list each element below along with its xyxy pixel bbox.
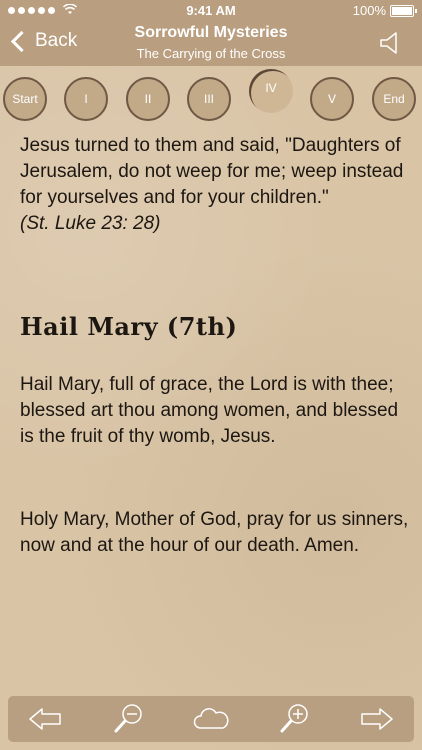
battery-icon: [390, 5, 414, 17]
prayer-heading: Hail Mary (7th): [20, 312, 238, 341]
page-title: Sorrowful Mysteries: [134, 24, 288, 41]
zoom-out-icon[interactable]: [110, 702, 148, 736]
scripture-reference: (St. Luke 23: 28): [20, 213, 161, 234]
step-start[interactable]: Start: [3, 77, 47, 121]
status-time: 9:41 AM: [186, 3, 236, 18]
bottom-toolbar: [8, 696, 414, 742]
mystery-steps: [0, 68, 422, 130]
prayer-text-part1: Hail Mary, full of grace, the Lord is with thee; blessed art thou among women, and blessed is the fruit of thy womb, Jesus.: [20, 374, 399, 447]
zoom-in-icon[interactable]: [276, 702, 314, 736]
step-iv[interactable]: IV: [249, 69, 293, 113]
step-end[interactable]: End: [372, 77, 416, 121]
back-label: Back: [35, 30, 78, 51]
cloud-icon[interactable]: [192, 702, 230, 736]
page-subtitle: The Carrying of the Cross: [136, 46, 286, 61]
step-ii[interactable]: II: [126, 77, 170, 121]
battery-percent: 100%: [352, 3, 386, 18]
status-bar: [0, 0, 422, 22]
arrow-right-icon[interactable]: [358, 702, 396, 736]
reading-section: [20, 133, 410, 237]
scripture-reading: Jesus turned to them and said, "Daughters of Jerusalem, do not weep for me; weep instead for yourselves and for your children.": [20, 135, 404, 208]
step-iii[interactable]: III: [187, 77, 231, 121]
navigation-bar: [0, 22, 422, 66]
prayer-text-part2: Holy Mary, Mother of God, pray for us sinners, now and at the hour of our death. Amen.: [20, 509, 409, 556]
step-i[interactable]: I: [64, 77, 108, 121]
step-v[interactable]: V: [310, 77, 354, 121]
arrow-left-icon[interactable]: [26, 702, 64, 736]
speaker-icon[interactable]: [378, 30, 404, 56]
